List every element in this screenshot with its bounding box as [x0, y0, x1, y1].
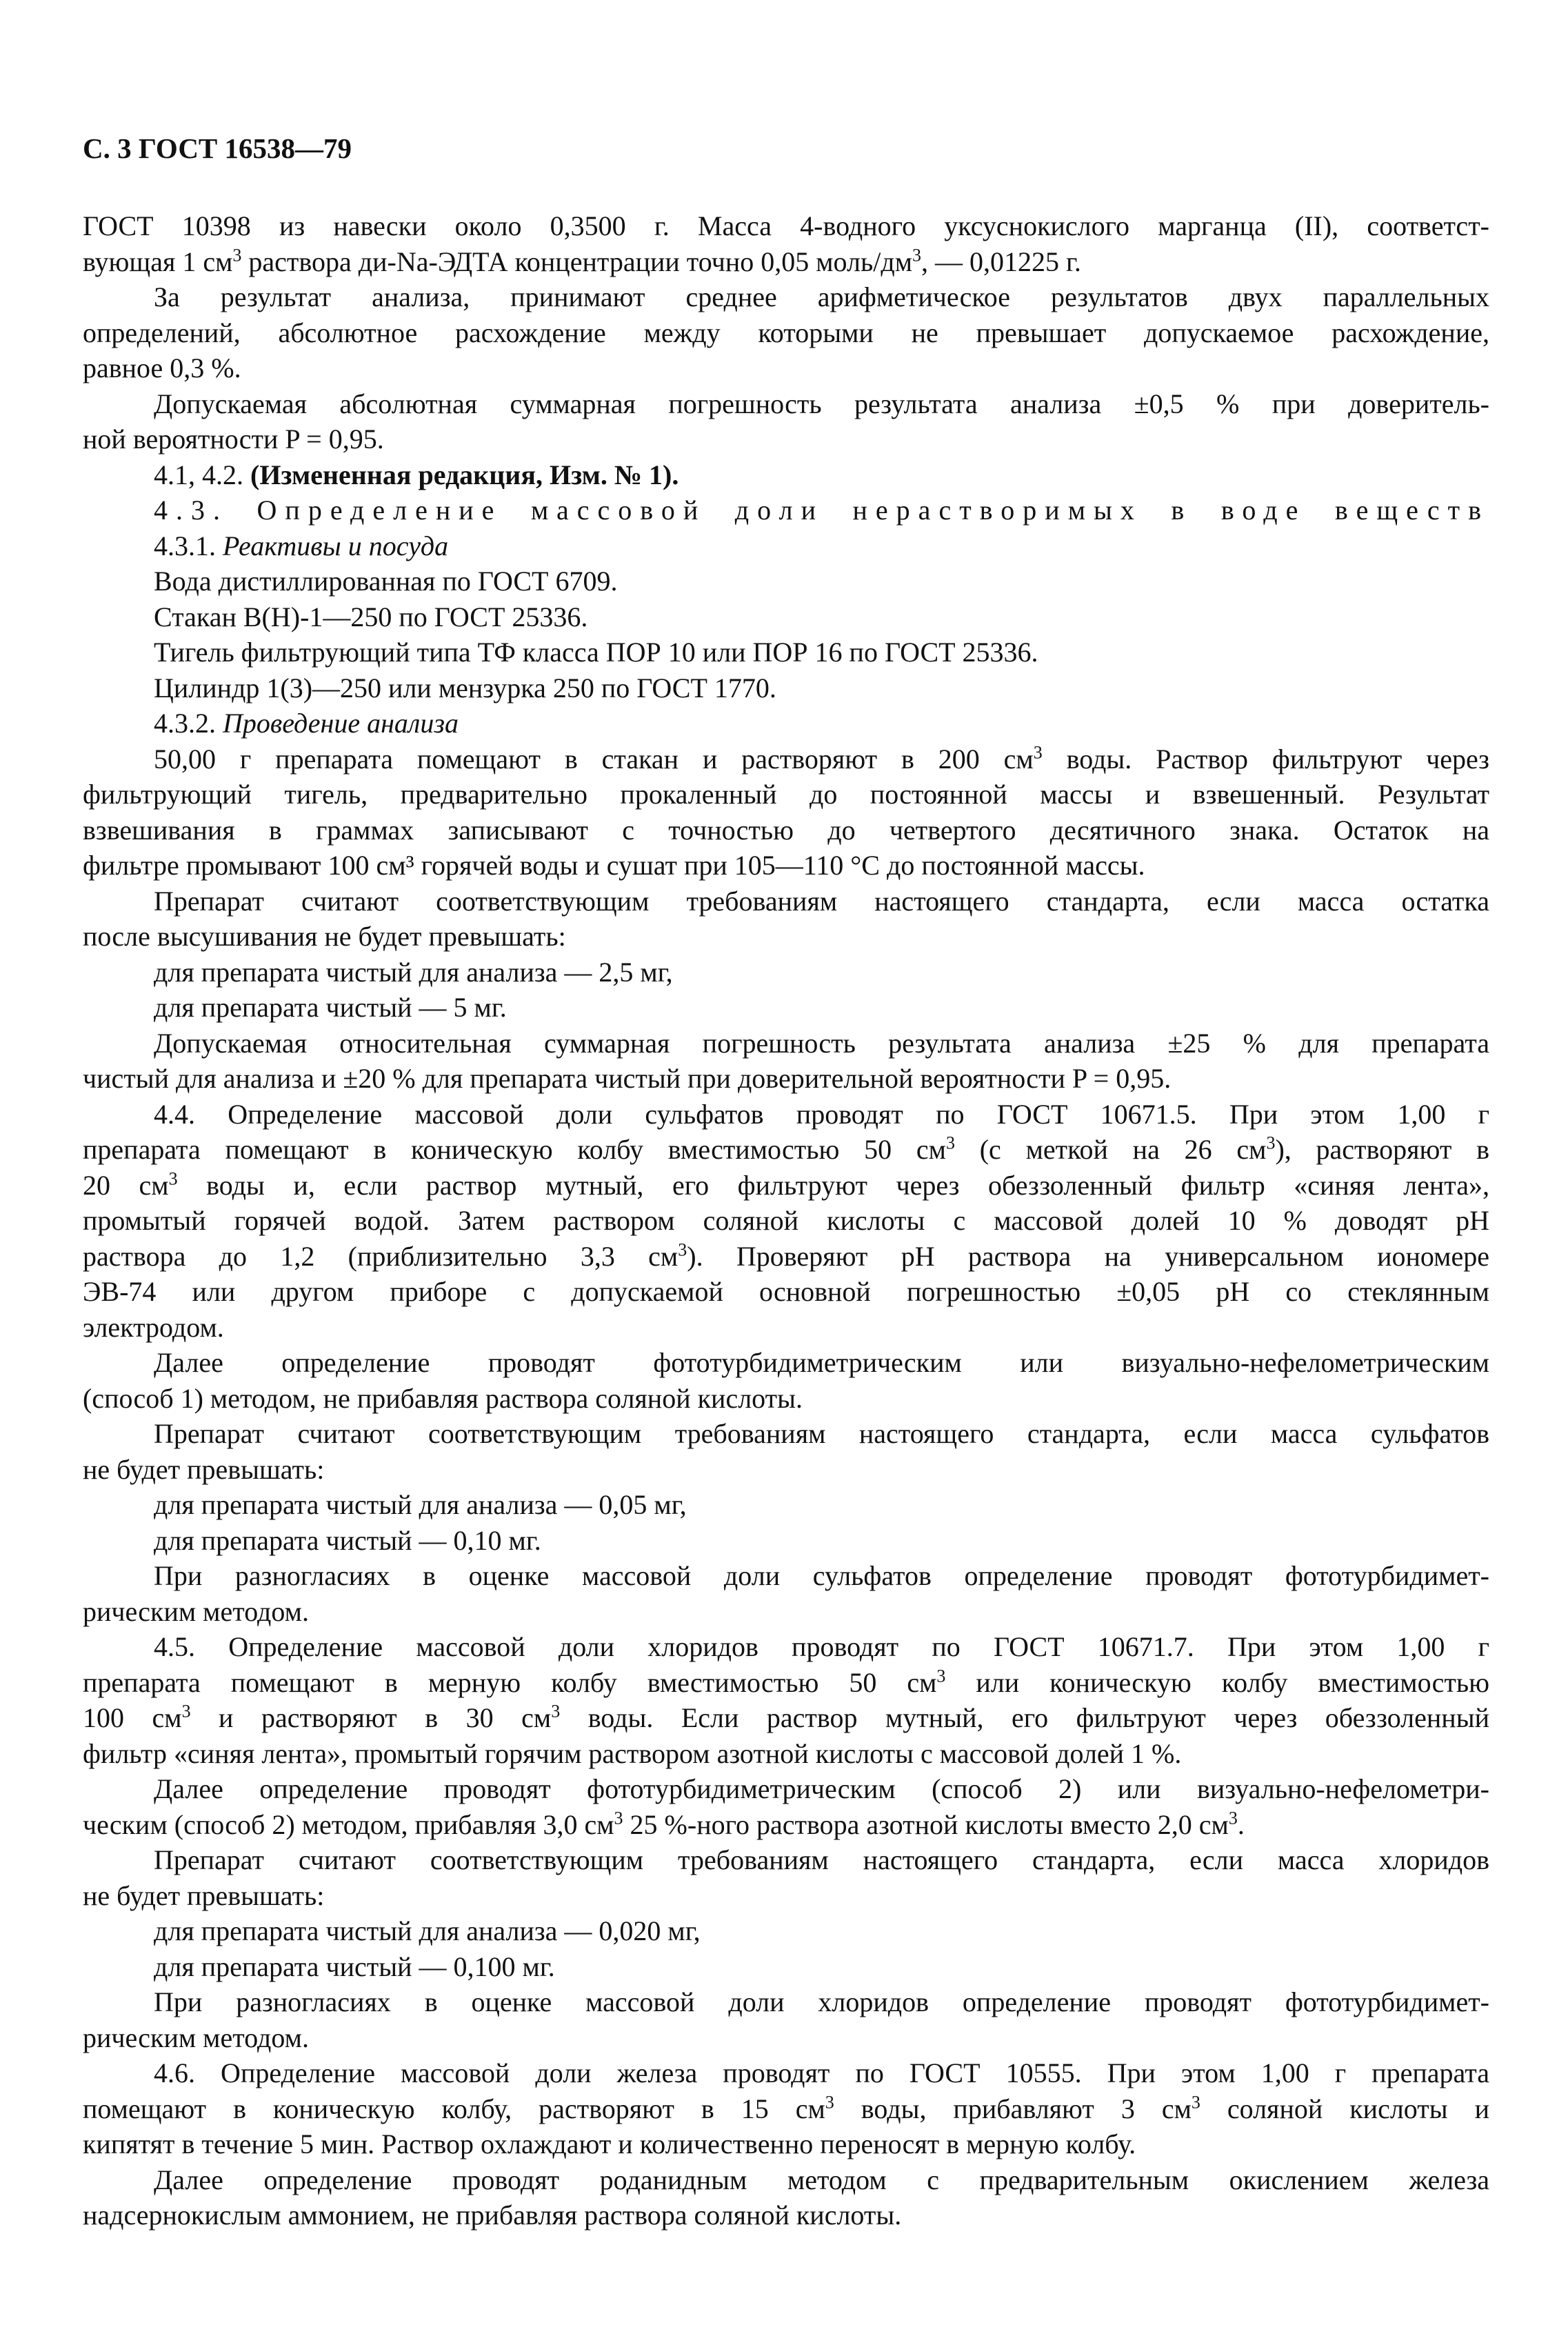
text-line: Препарат считают соответствующим требованиям настоящего стандарта, если масса сульфатов: [154, 1418, 1489, 1449]
text-line: ной вероятности P = 0,95.: [83, 423, 384, 455]
text-line: препарата помещают в коническую колбу вместимостью 50 $см^3$ (с меткой на 26 $см^3$), растворяют в: [83, 1133, 1490, 1165]
subsection-heading: 4.3.2. Проведение анализа: [154, 708, 459, 739]
text-line: равное 0,3 %.: [83, 352, 241, 383]
text-line: для препарата чистый для анализа — 0,05 мг,: [154, 1489, 687, 1520]
text-line: не будет превышать:: [83, 1879, 325, 1911]
text-line: 100 $см^3$ и растворяют в 30 $см^3$ воды. Если раствор мутный, его фильтруют через обеззоленный: [83, 1701, 1489, 1733]
text-line: Препарат считают соответствующим требованиям настоящего стандарта, если масса остатка: [154, 885, 1489, 917]
text-line: 4.6. Определение массовой доли железа проводят по ГОСТ 10555. При этом 1,00 г препарата: [154, 2057, 1489, 2088]
text-line: определений, абсолютное расхождение между которыми не превышает допускаемое расхождение,: [83, 317, 1489, 348]
text-line: для препарата чистый для анализа — 0,020 мг,: [154, 1915, 701, 1946]
text-line: Далее определение проводят роданидным методом с предварительным окислением железа: [154, 2164, 1489, 2195]
text-line: чистый для анализа и ±20 % для препарата чистый при доверительной вероятности P = 0,95.: [83, 1063, 1172, 1094]
text-line: Препарат считают соответствующим требованиям настоящего стандарта, если масса хлоридов: [154, 1844, 1489, 1875]
text-line: 4.4. Определение массовой доли сульфатов проводят по ГОСТ 10671.5. При этом 1,00 г: [154, 1098, 1489, 1130]
text-line: рическим методом.: [83, 2022, 309, 2053]
text-line: Допускаемая абсолютная суммарная погрешность результата анализа ±0,5 % при доверитель-: [154, 388, 1489, 419]
text-line: для препарата чистый — 0,100 мг.: [154, 1951, 555, 1982]
subsection-heading: 4.3.1. Реактивы и посуда: [154, 530, 449, 561]
text-line: раствора до 1,2 (приблизительно 3,3 $см^3$). Проверяют pH раствора на универсальном иономере: [83, 1239, 1489, 1272]
text-line: ческим (способ 2) методом, прибавляя 3,0 $см^3$ 25 %-ного раствора азотной кислоты вместо 2,0 $см^3$.: [83, 1808, 1245, 1840]
text-line: для препарата чистый для анализа — 2,5 мг,: [154, 956, 673, 988]
text-line: кипятят в течение 5 мин. Раствор охлаждают и количественно переносят в мерную колбу.: [83, 2128, 1136, 2160]
text-line: не будет превышать:: [83, 1453, 325, 1485]
text-line: препарата помещают в мерную колбу вместимостью 50 $см^3$ или коническую колбу вместимостью: [83, 1666, 1489, 1698]
document-page: [83, 131, 1489, 2233]
text-line: За результат анализа, принимают среднее арифметическое результатов двух параллельных: [154, 281, 1489, 312]
amendment-note: 4.1, 4.2. (Измененная редакция, Изм. № 1).: [154, 459, 679, 490]
page-header: С. 3 ГОСТ 16538—79: [83, 132, 352, 164]
text-line: 4.5. Определение массовой доли хлоридов проводят по ГОСТ 10671.7. При этом 1,00 г: [154, 1631, 1489, 1662]
text-line: При разногласиях в оценке массовой доли хлоридов определение проводят фототурбидимет-: [154, 1986, 1489, 2017]
text-line: Тигель фильтрующий типа ТФ класса ПОР 10 или ПОР 16 по ГОСТ 25336.: [154, 637, 1038, 668]
text-line: помещают в коническую колбу, растворяют в 15 $см^3$ воды, прибавляют 3 $см^3$ соляной кислоты и: [83, 2092, 1489, 2124]
text-line: Стакан В(Н)-1—250 по ГОСТ 25336.: [154, 601, 588, 632]
text-line: фильтр «синяя лента», промытый горячим раствором азотной кислоты с массовой долей 1 %.: [83, 1737, 1182, 1769]
text-line: Вода дистиллированная по ГОСТ 6709.: [154, 566, 618, 597]
text-line: для препарата чистый — 0,10 мг.: [154, 1524, 541, 1556]
text-line: Далее определение проводят фототурбидиметрическим или визуально-нефелометрическим: [154, 1347, 1489, 1378]
document-body: [83, 208, 1489, 2233]
text-line: 50,00 г препарата помещают в стакан и растворяют в 200 $см^3$ воды. Раствор фильтруют через: [154, 742, 1489, 775]
text-line: ГОСТ 10398 из навески около 0,3500 г. Масса 4-водного уксуснокислого марганца (II), соответст-: [83, 210, 1489, 241]
text-line: ЭВ-74 или другом приборе с допускаемой основной погрешностью ±0,05 pH со стеклянным: [83, 1276, 1489, 1307]
text-line: фильтре промывают 100 см³ горячей воды и сушат при 105—110 °С до постоянной массы.: [83, 850, 1145, 881]
text-line: (способ 1) методом, не прибавляя раствора соляной кислоты.: [83, 1382, 803, 1414]
text-line: для препарата чистый — 5 мг.: [154, 992, 507, 1023]
text-line: промытый горячей водой. Затем раствором соляной кислоты с массовой долей 10 % доводят pH: [83, 1205, 1489, 1236]
text-line: Цилиндр 1(3)—250 или мензурка 250 по ГОСТ 1770.: [154, 672, 776, 704]
text-line: вующая 1 $см^3$ раствора ди-Na-ЭДТА концентрации точно 0,05 моль/$дм^3$, — 0,01225 г.: [83, 245, 1081, 277]
section-heading: 4.3. Определение массовой доли нерастворимых в воде веществ: [154, 495, 1489, 526]
text-line: надсернокислым аммонием, не прибавляя раствора соляной кислоты.: [83, 2200, 902, 2231]
text-line: после высушивания не будет превышать:: [83, 921, 566, 952]
text-line: взвешивания в граммах записывают с точностью до четвертого десятичного знака. Остаток на: [83, 814, 1489, 846]
text-line: электродом.: [83, 1311, 224, 1343]
text-line: фильтрующий тигель, предварительно прокаленный до постоянной массы и взвешенный. Результат: [83, 779, 1489, 810]
text-line: рическим методом.: [83, 1595, 309, 1627]
text-line: Допускаемая относительная суммарная погрешность результата анализа ±25 % для препарата: [154, 1027, 1489, 1059]
text-line: 20 $см^3$ воды и, если раствор мутный, его фильтруют через обеззоленный фильтр «синяя лента»,: [83, 1168, 1489, 1201]
text-line: При разногласиях в оценке массовой доли сульфатов определение проводят фототурбидимет-: [154, 1560, 1489, 1591]
text-line: Далее определение проводят фототурбидиметрическим (способ 2) или визуально-нефелометри-: [154, 1773, 1489, 1804]
